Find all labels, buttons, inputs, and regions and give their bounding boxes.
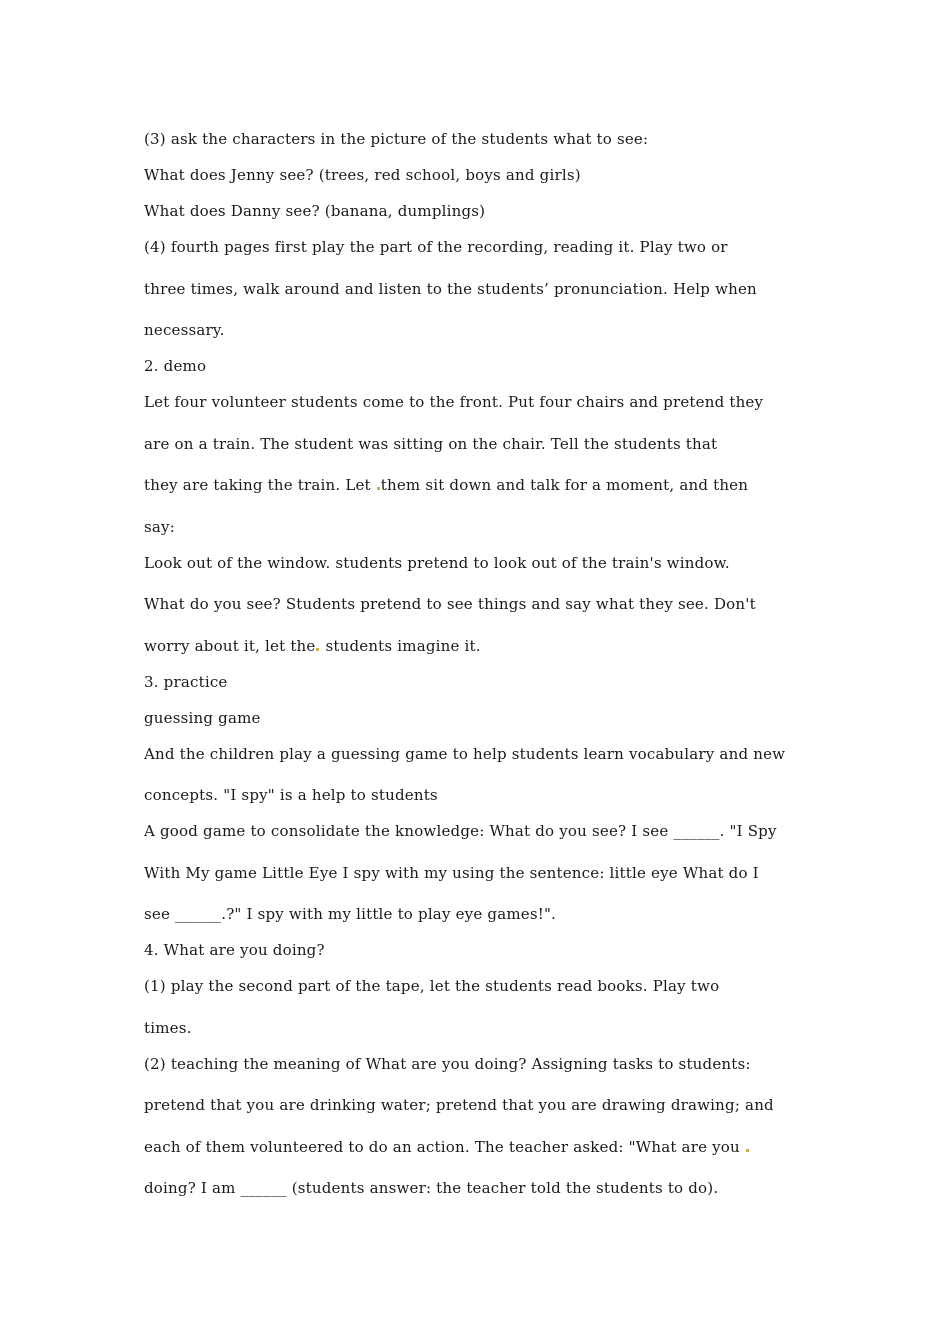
text-line: What do you see? Students pretend to see things and say what they see. Don't <box>144 595 756 613</box>
text-fragment: they are taking the train. Let <box>144 476 371 494</box>
text-line: (2) teaching the meaning of What are you doing? Assigning tasks to students: <box>144 1054 751 1073</box>
text-line: And the children play a guessing game to help students learn vocabulary and new <box>144 744 786 763</box>
text-line: times. <box>144 1018 192 1037</box>
text-fragment: students imagine it. <box>325 636 481 655</box>
text-line: Let four volunteer students come to the front. Put four chairs and pretend they <box>144 393 764 411</box>
text-line: say: <box>144 517 175 536</box>
text-line: (1) play the second part of the tape, let the students read books. Play two <box>144 977 720 995</box>
text-line <box>144 1129 814 1171</box>
text-fragment: them sit down and talk for a moment, and then <box>380 476 749 494</box>
section-heading: 2. demo <box>144 357 207 375</box>
subheading: guessing game <box>144 708 261 727</box>
text-line: are on a train. The student was sitting on the chair. Tell the students that <box>144 434 718 453</box>
text-line <box>144 628 814 664</box>
stray-mark <box>746 1149 749 1152</box>
stray-mark <box>377 487 380 490</box>
text-line <box>144 467 814 509</box>
document-body <box>144 121 814 1206</box>
text-line: doing? I am ______ (students answer: the teacher told the students to do). <box>144 1179 719 1197</box>
text-line: (3) ask the characters in the picture of the students what to see: <box>144 130 649 148</box>
text-line: Look out of the window. students pretend to look out of the train's window. <box>144 553 730 572</box>
text-line: What does Jenny see? (trees, red school, boys and girls) <box>144 166 581 184</box>
text-line: A good game to consolidate the knowledge: What do you see? I see ______. "I Spy <box>144 822 777 840</box>
stray-mark <box>316 648 319 651</box>
section-heading: 4. What are you doing? <box>144 941 325 959</box>
text-line: With My game Little Eye I spy with my using the sentence: little eye What do I <box>144 863 759 882</box>
text-fragment: each of them volunteered to do an action. The teacher asked: "What are you <box>144 1137 740 1156</box>
section-heading: 3. practice <box>144 672 228 691</box>
text-line: pretend that you are drinking water; pretend that you are drawing drawing; and <box>144 1096 774 1114</box>
text-line: three times, walk around and listen to the students’ pronunciation. Help when <box>144 279 757 298</box>
text-line: see ______.?" I spy with my little to play eye games!". <box>144 905 557 923</box>
text-line: (4) fourth pages first play the part of the recording, reading it. Play two or <box>144 238 728 256</box>
text-line: What does Danny see? (banana, dumplings) <box>144 202 486 220</box>
text-line: necessary. <box>144 321 225 339</box>
text-fragment: worry about it, let the <box>144 636 316 655</box>
text-line: concepts. "I spy" is a help to students <box>144 786 438 804</box>
